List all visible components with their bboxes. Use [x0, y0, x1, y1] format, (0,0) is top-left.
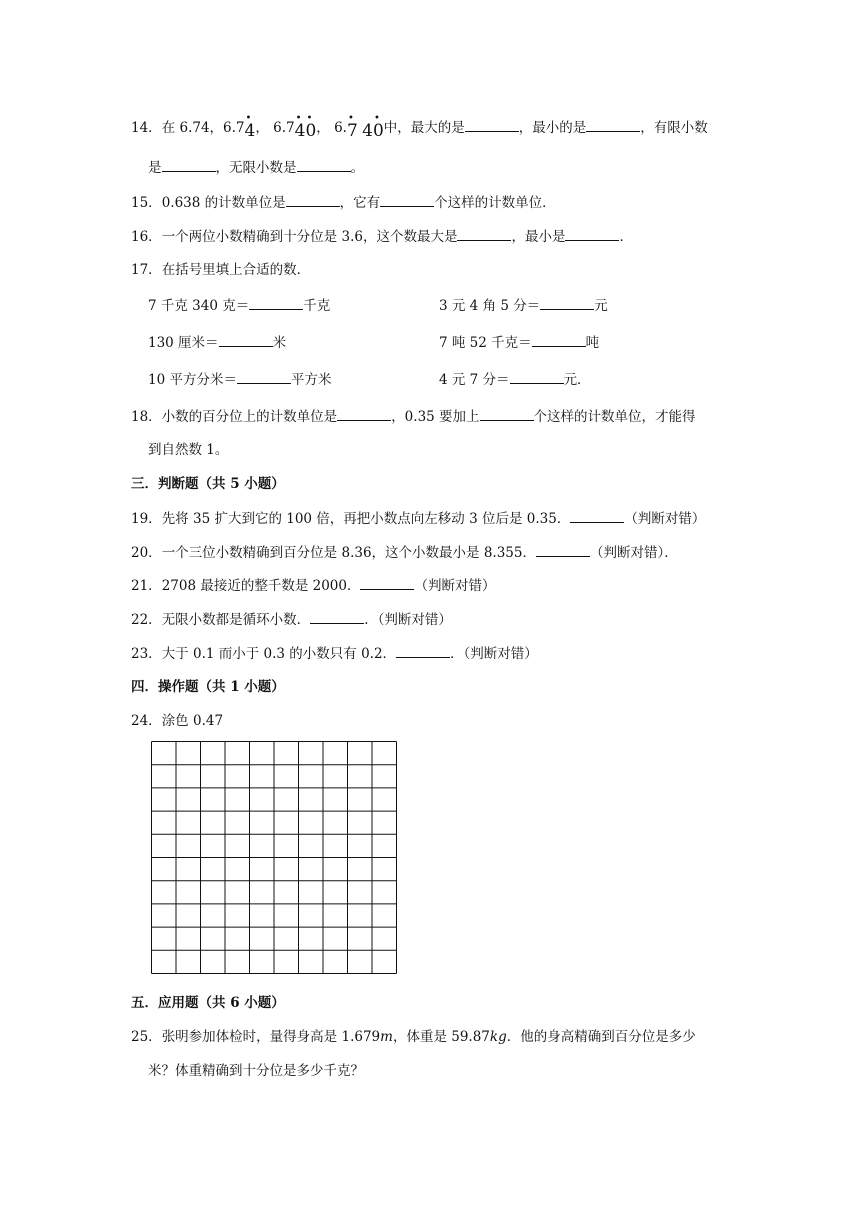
answer-blank[interactable] [286, 192, 340, 207]
question-18-line2: 到自然数 1。 [148, 442, 229, 458]
question-16: 16．一个两位小数精确到十分位是 3.6，这个数最大是 ，最小是 ． [131, 226, 633, 247]
repeating-digit: • 7 [346, 113, 358, 141]
conversion-row: 10 平方分米＝ 平方米 [148, 369, 331, 390]
answer-blank[interactable] [565, 226, 619, 241]
question-14-line2: 是 ，无限小数是 。 [148, 157, 364, 178]
hundred-grid[interactable] [151, 741, 397, 974]
repeating-digit: • 0 [372, 113, 384, 141]
answer-blank[interactable] [532, 332, 586, 347]
question-25-line1: 25．张明参加体检时，量得身高是 1.679m，体重是 59.87kg．他的身高精确到百分位是多少 [131, 1029, 696, 1045]
repeating-digit: • 4 [244, 113, 256, 141]
answer-blank[interactable] [249, 295, 303, 310]
conversion-row: 3 元 4 角 5 分＝ 元 [439, 295, 608, 316]
conversion-row: 4 元 7 分＝ 元． [439, 369, 591, 390]
answer-blank[interactable] [510, 369, 564, 384]
answer-blank[interactable] [219, 332, 273, 347]
repeating-digit: • 4 [294, 113, 306, 141]
answer-blank[interactable] [457, 226, 511, 241]
question-17-title: 17．在括号里填上合适的数． [131, 262, 311, 278]
question-19: 19．先将 35 扩大到它的 100 倍，再把小数点向左移动 3 位后是 0.35． （判断对错） [131, 508, 705, 529]
grid-svg[interactable] [151, 741, 397, 974]
question-22: 22．无限小数都是循环小数． ．（判断对错） [131, 609, 452, 630]
answer-blank[interactable] [465, 117, 519, 132]
section-heading: 五．应用题（共 6 小题） [131, 995, 285, 1011]
section-heading: 三．判断题（共 5 小题） [131, 476, 285, 492]
question-15: 15．0.638 的计数单位是 ，它有 个这样的计数单位． [131, 192, 556, 213]
answer-blank[interactable] [586, 117, 640, 132]
question-14-line1: 14．在 6.74，6.7 • 4， 6.7 • 4 • 0， 6. • 7 4 • 0中，最大的是 ，最小的是 ，有限小数 [131, 113, 708, 141]
question-21: 21．2708 最接近的整千数是 2000． （判断对错） [131, 575, 495, 596]
answer-blank[interactable] [237, 369, 291, 384]
question-18-line1: 18．小数的百分位上的计数单位是 ，0.35 要加上 个这样的计数单位，才能得 [131, 406, 696, 427]
answer-blank[interactable] [536, 542, 590, 557]
answer-blank[interactable] [570, 508, 624, 523]
answer-blank[interactable] [540, 295, 594, 310]
answer-blank[interactable] [396, 643, 450, 658]
answer-blank[interactable] [380, 192, 434, 207]
answer-blank[interactable] [310, 609, 364, 624]
answer-blank[interactable] [480, 406, 534, 421]
repeating-digit: • 0 [305, 113, 317, 141]
answer-blank[interactable] [162, 157, 216, 172]
conversion-row: 7 吨 52 千克＝ 吨 [439, 332, 599, 353]
question-20: 20．一个三位小数精确到百分位是 8.36，这个小数最小是 8.355． （判断对错）． [131, 542, 678, 563]
question-23: 23．大于 0.1 而小于 0.3 的小数只有 0.2． ．（判断对错） [131, 643, 538, 664]
answer-blank[interactable] [297, 157, 351, 172]
conversion-row: 7 千克 340 克＝ 千克 [148, 295, 330, 316]
question-24: 24．涂色 0.47 [131, 713, 224, 729]
conversion-row: 130 厘米＝ 米 [148, 332, 286, 353]
answer-blank[interactable] [337, 406, 391, 421]
question-25-line2: 米？体重精确到十分位是多少千克？ [148, 1063, 364, 1079]
answer-blank[interactable] [360, 575, 414, 590]
section-heading: 四．操作题（共 1 小题） [131, 679, 285, 695]
